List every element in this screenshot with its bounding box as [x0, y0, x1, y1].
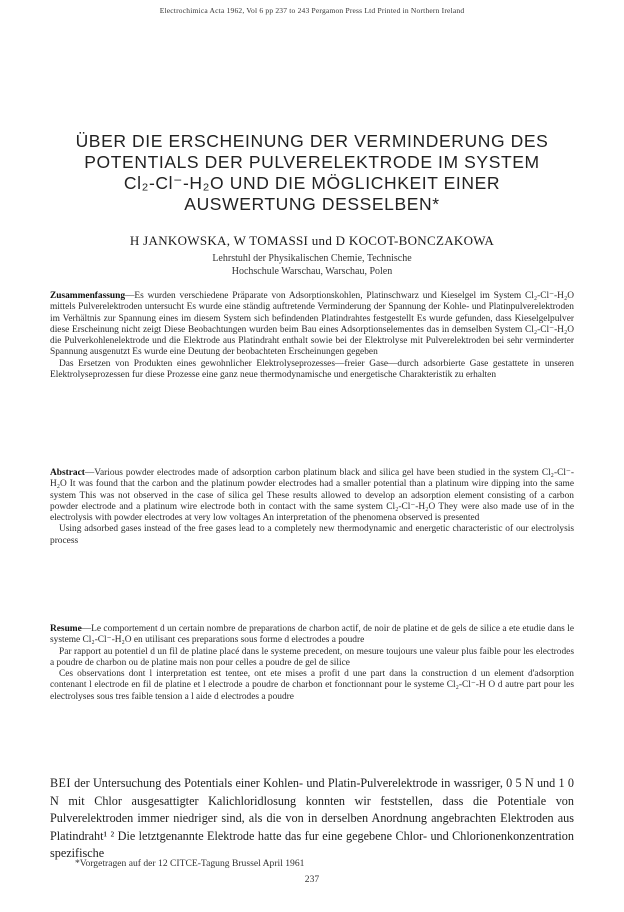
resume-section [50, 624, 574, 703]
title-line-2: POTENTIALS DER PULVERELEKTRODE IM SYSTEM [84, 152, 540, 172]
title-line-3: Cl₂-Cl⁻-H₂O UND DIE MÖGLICHKEIT EINER [123, 173, 501, 193]
zusammenfassung-text-1: —Es wurden verschiedene Präparate von Adsorptionskohlen, Platinschwarz und Kieselgel im System Cl₂-Cl⁻-H₂O mittels Pulverelektroden untersucht Es wurde eine ständig auftretende Verminderung der Spannung der Kohle- und Platinpulverelektroden im Verhältnis zur Spannung eines im diesem System sich befindenden Platindrahtes festgestellt Es wurde gefunden, dass Kieselgelpulver diese Erscheinung nicht zeigt Diese Beobachtungen wurden beim Bau eines Adsorptionselementes das in demselben System Cl₂-Cl⁻-H₂O die Pulverkohlenelektrode und die Elektrode aus Platindraht enthalt sowie bei der Elektrolyse mit Pulverelektroden bei sehr verminderter Spannung ausgenutzt Es wurde eine Deutung der beobachteten Erscheinungen gegeben [50, 291, 574, 358]
resume-paragraph-3: Ces observations dont l interpretation est tentee, ont ete mises a profit d une part dans la construction d un element d'adsorption contenant l electrode en fil de platine et l electrode a poudre de charbon et fonctionnant pour le systeme Cl₂-Cl⁻-H O d autre part pour les electrolyses sous tres faible tension a l aide d electrodes a poudre [50, 669, 574, 702]
abstract-paragraph-2: Using adsorbed gases instead of the free gases lead to a completely new thermodynamic and energetic characteristic of our electrolysis process [50, 524, 574, 546]
zusammenfassung-paragraph-1 [50, 291, 574, 359]
abstract-section [50, 468, 574, 547]
page-number: 237 [304, 874, 320, 885]
abstract-label: Abstract [50, 468, 85, 478]
affiliation-line-1: Lehrstuhl der Physikalischen Chemie, Technische [212, 253, 412, 264]
author-list: H JANKOWSKA, W TOMASSI und D KOCOT-BONCZAKOWA [129, 233, 495, 248]
zusammenfassung-label: Zusammenfassung [50, 291, 126, 301]
title-line-4: AUSWERTUNG DESSELBEN* [184, 194, 440, 214]
body-lead-word: BEI [50, 776, 71, 790]
paper-title [40, 131, 584, 215]
footnote: *Vorgetragen auf der 12 CITCE-Tagung Brussel April 1961 [75, 858, 305, 869]
resume-text-1: —Le comportement d un certain nombre de preparations de charbon actif, de noir de platine et de gels de silice a ete etudie dans le systeme Cl₂-Cl⁻-H₂O en utilisant ces preparations sous forme d electrodes a poudre [50, 624, 574, 646]
zusammenfassung-paragraph-2: Das Ersetzen von Produkten eines gewohnlicher Elektrolyseprozesses—freier Gase—durch adsorbierte Gase gestattete in unseren Elektrolyseprozessen fur diese Prozesse eine ganz neue thermodynamische und energetische Charakteristik zu erhalten [50, 358, 574, 381]
abstract-text-1: —Various powder electrodes made of adsorption carbon platinum black and silica gel have been studied in the system Cl₂-Cl⁻-H₂O It was found that the carbon and the platinum powder electrodes had a smaller potential than a platinum wire dipping into the same system This was not observed in the case of silica gel These results allowed to develop an adsorption element consisting of a carbon powder electrode and a platinum wire electrode both in contact with the same system Cl₂-Cl⁻-H₂O They were also made use of in the electrolysis with powder electrodes at very low voltages An interpretation of the phenomena observed is presented [50, 468, 574, 524]
zusammenfassung-section [50, 291, 574, 381]
body-paragraph [50, 775, 574, 863]
abstract-paragraph-1 [50, 468, 574, 524]
resume-paragraph-2: Par rapport au potentiel d un fil de platine placé dans le systeme precedent, on mesure toujours une valeur plus faible pour les electrodes a poudre de charbon ou de platine mais non pour celles a poudre de gel de silice [50, 646, 574, 668]
title-line-1: ÜBER DIE ERSCHEINUNG DER VERMINDERUNG DES [75, 131, 549, 151]
journal-citation: Electrochimica Acta 1962, Vol 6 pp 237 to 243 Pergamon Press Ltd Printed in Northern Ireland [159, 6, 465, 15]
body-paragraph-1 [50, 775, 574, 863]
resume-paragraph-1 [50, 624, 574, 647]
body-text: der Untersuchung des Potentials einer Kohlen- und Platin-Pulverelektrode in wassriger, 0 5 N und 1 0 N mit Chlor ausgesattigter Kalichloridlosung konnten wir feststellen, dass die Potentiale von Pulverelektroden immer niedriger sind, als die von in derselben Anordnung angebrachten Elektroden aus Platindraht¹ ² Die letztgenannte Elektrode hatte das fur eine gegebene Chlor- und Chlorionenkonzentration spezifische [50, 776, 574, 860]
resume-label: Resume [50, 624, 82, 634]
affiliation-line-2: Hochschule Warschau, Warschau, Polen [231, 266, 393, 277]
